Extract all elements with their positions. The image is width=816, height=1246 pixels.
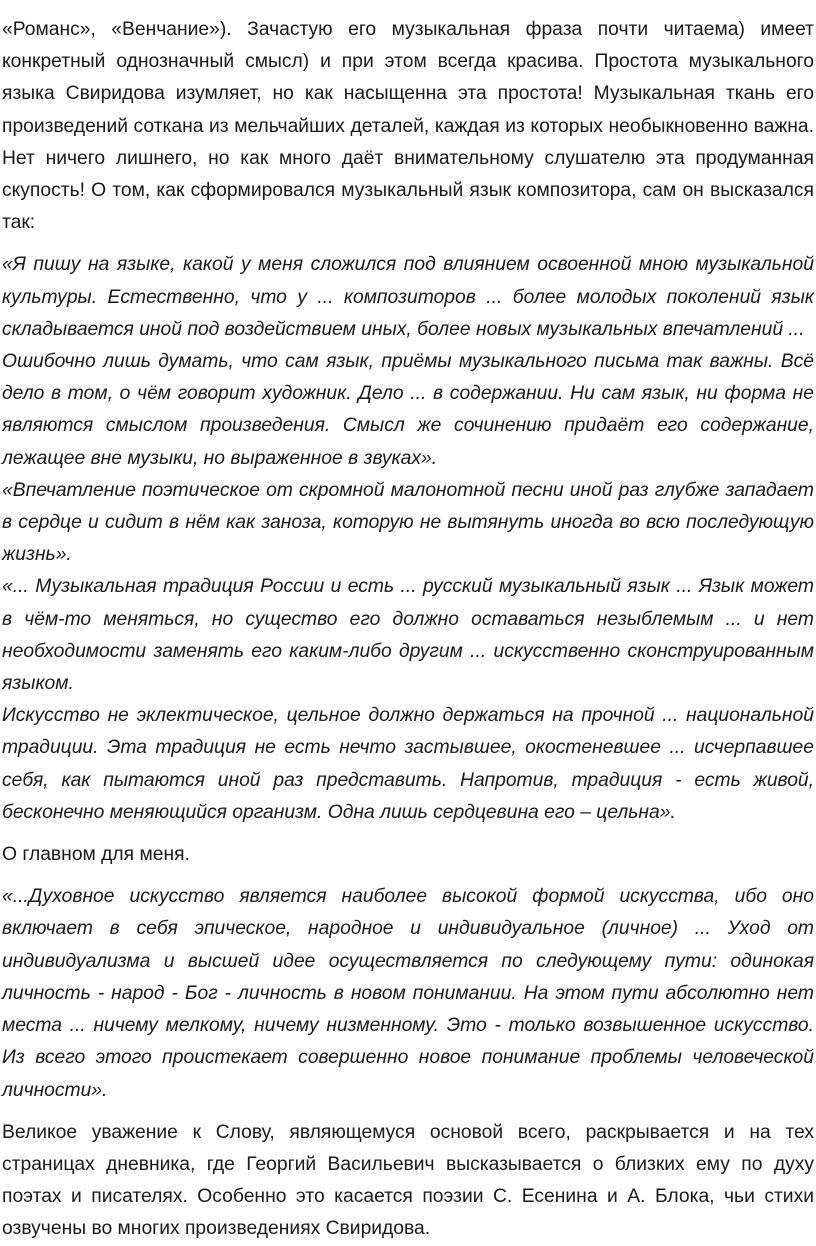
- paragraph-intro: «Романс», «Венчание»). Зачастую его музыкальная фраза почти читаема) имеет конкретный однозначный смысл) и при этом всегда красива. Простота музыкального языка Свиридова изумляет, но как насыщенна эта простота! Музыкальная ткань его произведений соткана из мельчайших деталей, каждая из которых необыкновенно важна. Нет ничего лишнего, но как много даёт внимательному слушателю эта продуманная скупость! О том, как сформировался музыкальный язык композитора, сам он высказался так:: [2, 19, 814, 234]
- section-heading: О главном для меня.: [2, 844, 190, 866]
- quote-impression: «Впечатление поэтическое от скромной малонотной песни иной раз глубже западает в сердце и сидит в нём как заноза, которую не вытянуть иногда во всю последующую жизнь».: [2, 479, 814, 566]
- quote-art: Искусство не эклектическое, цельное должно держаться на прочной ... национальной традиции. Эта традиция не есть нечто застывшее, окостеневшее ... исчерпавшее себя, как пытаются иной раз представить. Напротив, традиция - есть живой, бесконечно меняющийся организм. Одна лишь сердцевина его – цельна».: [2, 705, 814, 823]
- quote-content: Ошибочно лишь думать, что сам язык, приёмы музыкального письма так важны. Всё дело в том, о чём говорит художник. Дело ... в содержании. Ни сам язык, ни форма не являются смыслом произведения. Смысл же сочинению придаёт его содержание, лежащее вне музыки, но выраженное в звуках».: [2, 351, 814, 469]
- quote-spiritual: «...Духовное искусство является наиболее высокой формой искусства, ибо оно включает в себя эпическое, народное и индивидуальное (личное) ... Уход от индивидуализма и высшей идее осуществляется по следующему пути: одинокая личность - народ - Бог - личность в новом понимании. На этом пути абсолютно нет места ... ничему мелкому, ничему низменному. Это - только возвышенное искусство. Из всего этого проистекает совершенно новое понимание проблемы человеческой личности».: [2, 886, 814, 1101]
- quote-language: «Я пишу на языке, какой у меня сложился под влиянием освоенной мною музыкальной культуры. Естественно, что у ... композиторов ... более молодых поколений язык складывается иной под воздействием иных, более новых музыкальных впечатлений ...: [2, 254, 814, 340]
- paragraph-closing: Великое уважение к Слову, являющемуся основой всего, раскрывается и на тех страницах дневника, где Георгий Васильевич высказывается о близких ему по духу поэтах и писателях. Особенно это касается поэзии С. Есенина и А. Блока, чьи стихи озвучены во многих произведениях Свиридова.: [2, 1121, 814, 1240]
- quote-tradition: «... Музыкальная традиция России и есть ... русский музыкальный язык ... Язык может в чём-то меняться, но существо его должно оставаться незыблемым ... и нет необходимости заменять его каким-либо другим ... искусственно сконструированным языком.: [2, 576, 814, 695]
